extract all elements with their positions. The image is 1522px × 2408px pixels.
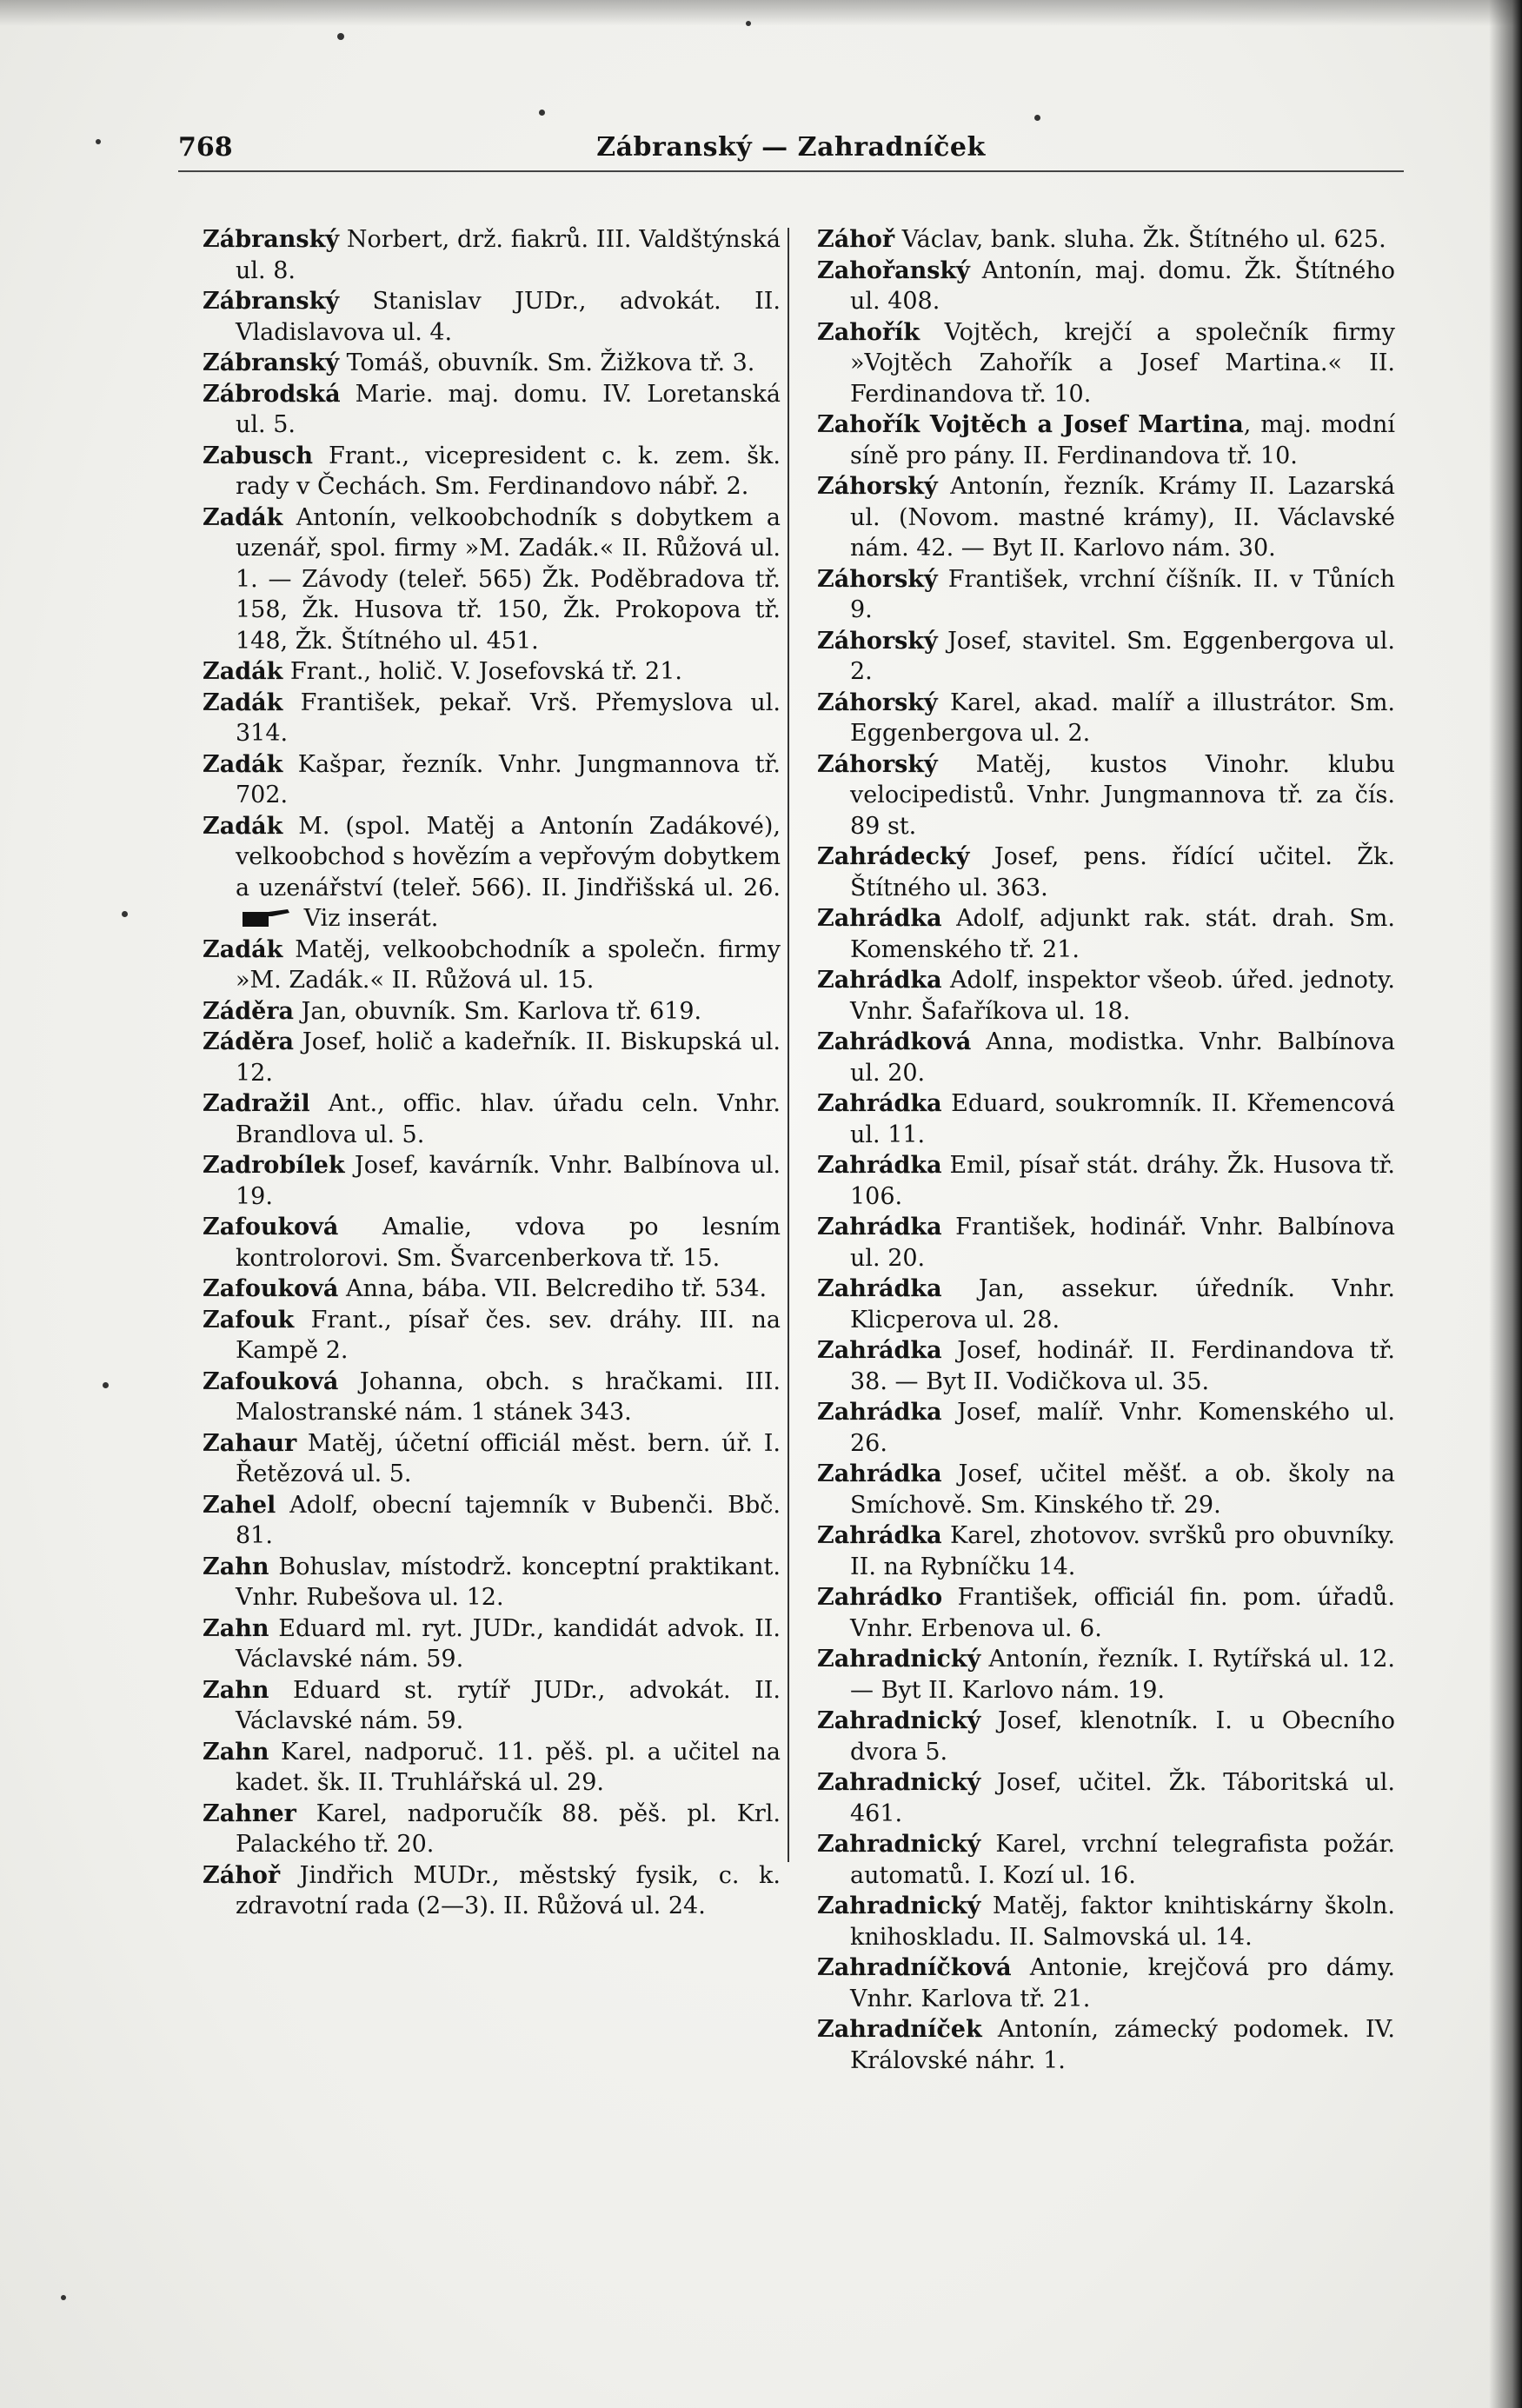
directory-entry bbox=[203, 1212, 781, 1274]
left-column bbox=[203, 224, 781, 2319]
entry-details: Amalie, vdova po lesním kontrolorovi. Sm. Švarcenberkova tř. 15. bbox=[236, 1214, 781, 1272]
entry-surname: Zadák bbox=[203, 750, 283, 778]
entry-surname: Záhorský bbox=[817, 750, 938, 778]
directory-entry bbox=[203, 286, 781, 348]
entry-details: Marie. maj. domu. IV. Loretanská ul. 5. bbox=[236, 380, 781, 438]
entry-surname: Zábranský bbox=[203, 349, 340, 376]
directory-entry bbox=[203, 1274, 781, 1305]
directory-entry bbox=[817, 841, 1395, 903]
entry-details: Frant., písař čes. sev. dráhy. III. na Kampě 2. bbox=[236, 1306, 781, 1364]
directory-entry bbox=[817, 2014, 1395, 2076]
entry-surname: Zafouková bbox=[203, 1214, 339, 1241]
entry-details: Antonie, krejčová pro dámy. Vnhr. Karlova tř. 21. bbox=[850, 1954, 1395, 2012]
pointing-hand-icon bbox=[241, 907, 291, 929]
entry-details: Matěj, kustos Vinohr. klubu velocipedistů. Vnhr. Jungmannova tř. za čís. 89 st. bbox=[850, 750, 1395, 840]
directory-entry bbox=[817, 1088, 1395, 1150]
entry-details: Emil, písař stát. dráhy. Žk. Husova tř. 106. bbox=[850, 1152, 1395, 1210]
entry-details: Eduard st. rytíř JUDr., advokát. II. Václavské nám. 59. bbox=[236, 1676, 781, 1734]
entry-details: Ant., offic. hlav. úřadu celn. Vnhr. Brandlova ul. 5. bbox=[236, 1090, 781, 1148]
scan-speck bbox=[337, 33, 344, 40]
directory-entry bbox=[817, 1644, 1395, 1706]
entry-surname: Zahrádko bbox=[817, 1584, 943, 1611]
entry-details: Karel, akad. malíř a illustrátor. Sm. Eggenbergova ul. 2. bbox=[850, 688, 1395, 747]
directory-entry bbox=[817, 1027, 1395, 1088]
directory-entry bbox=[817, 1150, 1395, 1212]
entry-details: M. (spol. Matěj a Antonín Zadákové), velkoobchod s hovězím a vepřovým dobytkem a uzenářství (teleř. 566). II. Jindřišská ul. 26. bbox=[236, 812, 781, 901]
entry-details: František, hodinář. Vnhr. Balbínova ul. 20. bbox=[850, 1214, 1395, 1272]
scan-shadow-right bbox=[1489, 0, 1522, 2408]
entry-surname: Zahořík bbox=[817, 318, 921, 346]
entry-details: Antonín, maj. domu. Žk. Štítného ul. 408. bbox=[850, 256, 1395, 315]
entry-details: Antonín, velkoobchodník s dobytkem a uzenář, spol. firmy »M. Zadák.« II. Růžová ul. 1. — Závody (teleř. 565) Žk. Poděbradova tř. 158, Žk. Husova tř. 150, Žk. Prokopova tř. 148, Žk. Štítného ul. 451. bbox=[236, 503, 781, 655]
directory-entry bbox=[817, 409, 1395, 471]
directory-entry bbox=[817, 688, 1395, 749]
column-divider bbox=[788, 228, 789, 1862]
directory-entry bbox=[203, 1088, 781, 1150]
directory-entry bbox=[817, 1767, 1395, 1829]
directory-entry bbox=[817, 471, 1395, 564]
entry-details: Josef, malíř. Vnhr. Komenského ul. 26. bbox=[850, 1399, 1395, 1457]
entry-details: Norbert, drž. fiakrů. III. Valdštýnská ul. 8. bbox=[236, 226, 781, 284]
entry-surname: Zadák bbox=[203, 503, 283, 531]
directory-entry bbox=[817, 1520, 1395, 1582]
entry-surname: Zahn bbox=[203, 1676, 269, 1704]
entry-surname: Zahn bbox=[203, 1553, 269, 1580]
entry-details: Tomáš, obuvník. Sm. Žižkova tř. 3. bbox=[339, 349, 755, 376]
entry-details: Johanna, obch. s hračkami. III. Malostranské nám. 1 stánek 343. bbox=[236, 1367, 781, 1426]
entry-details: Josef, stavitel. Sm. Eggenbergova ul. 2. bbox=[850, 627, 1395, 685]
entry-surname: Zábrodská bbox=[203, 380, 341, 408]
directory-entry bbox=[817, 1952, 1395, 2014]
directory-entry bbox=[817, 224, 1395, 256]
directory-entry bbox=[203, 811, 781, 935]
entry-surname: Zahrádka bbox=[817, 1152, 942, 1179]
entry-details: František, pekař. Vrš. Přemyslova ul. 314. bbox=[236, 688, 781, 747]
entry-surname: Zahořík Vojtěch a Josef Martina bbox=[817, 411, 1244, 438]
page-header bbox=[178, 130, 1404, 172]
entry-surname: Zahořanský bbox=[817, 256, 970, 284]
entry-details: Antonín, řezník. Krámy II. Lazarská ul. (Novom. mastné krámy), II. Václavské nám. 42. — Byt II. Karlovo nám. 30. bbox=[850, 473, 1395, 562]
entry-surname: Zahrádka bbox=[817, 1399, 942, 1426]
directory-entry bbox=[203, 1490, 781, 1552]
entry-details: Matěj, účetní officiál měst. bern. úř. I. Řetězová ul. 5. bbox=[236, 1429, 781, 1487]
scan-speck bbox=[1034, 115, 1040, 121]
entry-details: Frant., holič. V. Josefovská tř. 21. bbox=[282, 658, 682, 685]
scan-speck bbox=[539, 110, 545, 116]
entry-details: Anna, modistka. Vnhr. Balbínova ul. 20. bbox=[850, 1028, 1395, 1087]
entry-surname: Zadák bbox=[203, 935, 283, 963]
scan-speck bbox=[122, 911, 128, 917]
entry-surname: Zahrádka bbox=[817, 1522, 942, 1549]
entry-surname: Záhorský bbox=[817, 565, 938, 593]
directory-entry bbox=[203, 656, 781, 688]
directory-entry bbox=[203, 1367, 781, 1428]
entry-details: František, officiál fin. pom. úřadů. Vnhr. Erbenova ul. 6. bbox=[850, 1584, 1395, 1642]
entry-surname: Zahaur bbox=[203, 1429, 297, 1457]
directory-entry bbox=[203, 1613, 781, 1675]
directory-entry bbox=[817, 1397, 1395, 1459]
entry-surname: Záhorský bbox=[817, 473, 938, 500]
entry-surname: Záhoř bbox=[817, 226, 895, 253]
entry-surname: Zafouková bbox=[203, 1367, 339, 1395]
directory-entry bbox=[203, 935, 781, 996]
entry-surname: Zahradnický bbox=[817, 1831, 981, 1858]
entry-surname: Zadák bbox=[203, 658, 283, 685]
entry-surname: Zahrádka bbox=[817, 967, 942, 994]
entry-surname: Zahradnický bbox=[817, 1646, 981, 1673]
entry-surname: Zahrádka bbox=[817, 1460, 942, 1487]
entry-surname: Zábranský bbox=[203, 226, 340, 253]
directory-entry bbox=[203, 441, 781, 502]
entry-details: Josef, pens. řídící učitel. Žk. Štítného ul. 363. bbox=[850, 843, 1395, 901]
directory-entry bbox=[817, 1582, 1395, 1644]
entry-surname: Zahrádka bbox=[817, 1090, 942, 1117]
entry-surname: Zahradníček bbox=[817, 2016, 982, 2043]
directory-entry bbox=[817, 1212, 1395, 1274]
directory-entry bbox=[203, 348, 781, 379]
entry-surname: Zahrádková bbox=[817, 1028, 972, 1055]
directory-entry bbox=[203, 1150, 781, 1212]
scan-speck bbox=[103, 1382, 109, 1388]
directory-entry bbox=[203, 224, 781, 286]
entry-details: Josef, kavárník. Vnhr. Balbínova ul. 19. bbox=[236, 1152, 781, 1210]
entry-details: Karel, vrchní telegrafista požár. automatů. I. Kozí ul. 16. bbox=[850, 1831, 1395, 1889]
entry-surname: Zahradnický bbox=[817, 1769, 981, 1796]
entry-surname: Záděra bbox=[203, 1028, 294, 1055]
entry-details: Kašpar, řezník. Vnhr. Jungmannova tř. 702. bbox=[236, 750, 781, 808]
directory-entry bbox=[817, 564, 1395, 626]
directory-entry bbox=[203, 749, 781, 811]
entry-details: Karel, zhotovov. svršků pro obuvníky. II. na Rybníčku 14. bbox=[850, 1522, 1395, 1580]
entry-details: Adolf, adjunkt rak. stát. drah. Sm. Komenského tř. 21. bbox=[850, 905, 1395, 963]
scan-speck bbox=[61, 2295, 66, 2300]
scan-speck bbox=[96, 139, 101, 144]
directory-entry bbox=[817, 626, 1395, 688]
page-number: 768 bbox=[178, 132, 233, 163]
entry-surname: Záděra bbox=[203, 997, 294, 1025]
entry-details: Anna, bába. VII. Belcrediho tř. 534. bbox=[338, 1275, 768, 1302]
right-column bbox=[817, 224, 1395, 2319]
entry-surname: Zahrádecký bbox=[817, 843, 970, 870]
directory-entry bbox=[817, 256, 1395, 317]
entry-details: Václav, bank. sluha. Žk. Štítného ul. 625. bbox=[894, 226, 1386, 253]
directory-entry bbox=[203, 1799, 781, 1860]
directory-entry bbox=[203, 502, 781, 657]
entry-details: Antonín, zámecký podomek. IV. Královské náhr. 1. bbox=[850, 2016, 1395, 2074]
entry-surname: Záhorský bbox=[817, 627, 938, 655]
directory-entry bbox=[203, 996, 781, 1028]
entry-surname: Zafouková bbox=[203, 1275, 339, 1302]
entry-surname: Záhoř bbox=[203, 1861, 281, 1889]
entry-details: Josef, hodinář. II. Ferdinandova tř. 38. — Byt II. Vodičkova ul. 35. bbox=[850, 1337, 1395, 1395]
entry-surname: Zahrádka bbox=[817, 1275, 942, 1302]
entry-surname: Zahel bbox=[203, 1491, 276, 1519]
directory-entry bbox=[203, 1027, 781, 1088]
entry-surname: Zábranský bbox=[203, 288, 340, 315]
entry-details: Matěj, faktor knihtiskárny školn. knihoskladu. II. Salmovská ul. 14. bbox=[850, 1892, 1395, 1951]
entry-surname: Zadák bbox=[203, 812, 283, 840]
entry-details: Bohuslav, místodrž. konceptní praktikant. Vnhr. Rubešova ul. 12. bbox=[236, 1553, 781, 1611]
directory-entry bbox=[817, 1335, 1395, 1397]
entry-surname: Zahrádka bbox=[817, 905, 942, 932]
entry-details: Josef, holič a kadeřník. II. Biskupská ul. 12. bbox=[236, 1028, 781, 1087]
entry-details: Josef, učitel měšť. a ob. školy na Smíchově. Sm. Kinského tř. 29. bbox=[850, 1460, 1395, 1519]
entry-details: Frant., vicepresident c. k. zem. šk. rady v Čechách. Sm. Ferdinandovo nábř. 2. bbox=[236, 442, 781, 500]
entry-surname: Zadrobílek bbox=[203, 1152, 345, 1179]
entry-surname: Zahradníčková bbox=[817, 1954, 1012, 1981]
directory-entry bbox=[817, 903, 1395, 965]
entry-reference: Viz inserát. bbox=[296, 905, 439, 932]
entry-surname: Zahn bbox=[203, 1614, 269, 1642]
entry-details: Josef, klenotník. I. u Obecního dvora 5. bbox=[850, 1707, 1395, 1766]
entry-details: Antonín, řezník. I. Rytířská ul. 12. — Byt II. Karlovo nám. 19. bbox=[850, 1646, 1395, 1704]
entry-details: Vojtěch, krejčí a společník firmy »Vojtěch Zahořík a Josef Martina.« II. Ferdinandova tř. 10. bbox=[850, 318, 1395, 408]
entry-surname: Zahrádka bbox=[817, 1214, 942, 1241]
entry-details: Stanislav JUDr., advokát. II. Vladislavova ul. 4. bbox=[236, 288, 781, 346]
directory-entry bbox=[203, 379, 781, 441]
directory-entry bbox=[817, 965, 1395, 1027]
entry-surname: Zadražil bbox=[203, 1090, 310, 1117]
directory-entry bbox=[203, 1675, 781, 1737]
directory-entry bbox=[817, 1274, 1395, 1335]
entry-details: Adolf, inspektor všeob. úřed. jednoty. Vnhr. Šafaříkova ul. 18. bbox=[850, 967, 1395, 1025]
entry-details: , maj. modní síně pro pány. II. Ferdinandova tř. 10. bbox=[850, 411, 1395, 469]
entry-details: Jindřich MUDr., městský fysik, c. k. zdravotní rada (2—3). II. Růžová ul. 24. bbox=[236, 1861, 781, 1919]
entry-details: Eduard ml. ryt. JUDr., kandidát advok. II. Václavské nám. 59. bbox=[236, 1614, 781, 1673]
entry-details: Matěj, velkoobchodník a společn. firmy »M. Zadák.« II. Růžová ul. 15. bbox=[236, 935, 781, 994]
running-head: Zábranský — Zahradníček bbox=[596, 132, 986, 163]
directory-entry bbox=[817, 1891, 1395, 1952]
entry-surname: Zadák bbox=[203, 688, 283, 716]
directory-entry bbox=[817, 1829, 1395, 1891]
entry-surname: Zahn bbox=[203, 1738, 269, 1766]
scan-speck bbox=[746, 21, 751, 26]
directory-entry bbox=[817, 1459, 1395, 1520]
entry-surname: Zabusch bbox=[203, 442, 313, 469]
directory-entry bbox=[817, 317, 1395, 410]
directory-entry bbox=[203, 1552, 781, 1613]
directory-entry bbox=[203, 1737, 781, 1799]
entry-details: Jan, obuvník. Sm. Karlova tř. 619. bbox=[293, 997, 702, 1025]
entry-details: Jan, assekur. úředník. Vnhr. Klicperova ul. 28. bbox=[850, 1275, 1395, 1334]
entry-details: František, vrchní číšník. II. v Tůních 9. bbox=[850, 565, 1395, 623]
entry-surname: Zahradnický bbox=[817, 1707, 981, 1734]
entry-surname: Zahradnický bbox=[817, 1892, 981, 1919]
scan-shadow-top bbox=[0, 0, 1522, 26]
entry-surname: Zahner bbox=[203, 1799, 296, 1827]
entry-details: Adolf, obecní tajemník v Bubenči. Bbč. 81. bbox=[236, 1491, 781, 1549]
entry-details: Josef, učitel. Žk. Táboritská ul. 461. bbox=[850, 1769, 1395, 1827]
entry-details: Eduard, soukromník. II. Křemencová ul. 11. bbox=[850, 1090, 1395, 1148]
entry-surname: Zahrádka bbox=[817, 1337, 942, 1364]
entry-details: Karel, nadporučík 88. pěš. pl. Krl. Palackého tř. 20. bbox=[236, 1799, 781, 1858]
directory-entry bbox=[203, 1305, 781, 1367]
entry-surname: Záhorský bbox=[817, 688, 938, 716]
entry-surname: Zafouk bbox=[203, 1306, 295, 1334]
directory-entry bbox=[817, 1706, 1395, 1767]
directory-entry bbox=[817, 749, 1395, 842]
directory-entry bbox=[203, 1428, 781, 1490]
entry-details: Karel, nadporuč. 11. pěš. pl. a učitel na kadet. šk. II. Truhlářská ul. 29. bbox=[236, 1738, 781, 1796]
directory-entry bbox=[203, 688, 781, 749]
directory-entry bbox=[203, 1860, 781, 1922]
